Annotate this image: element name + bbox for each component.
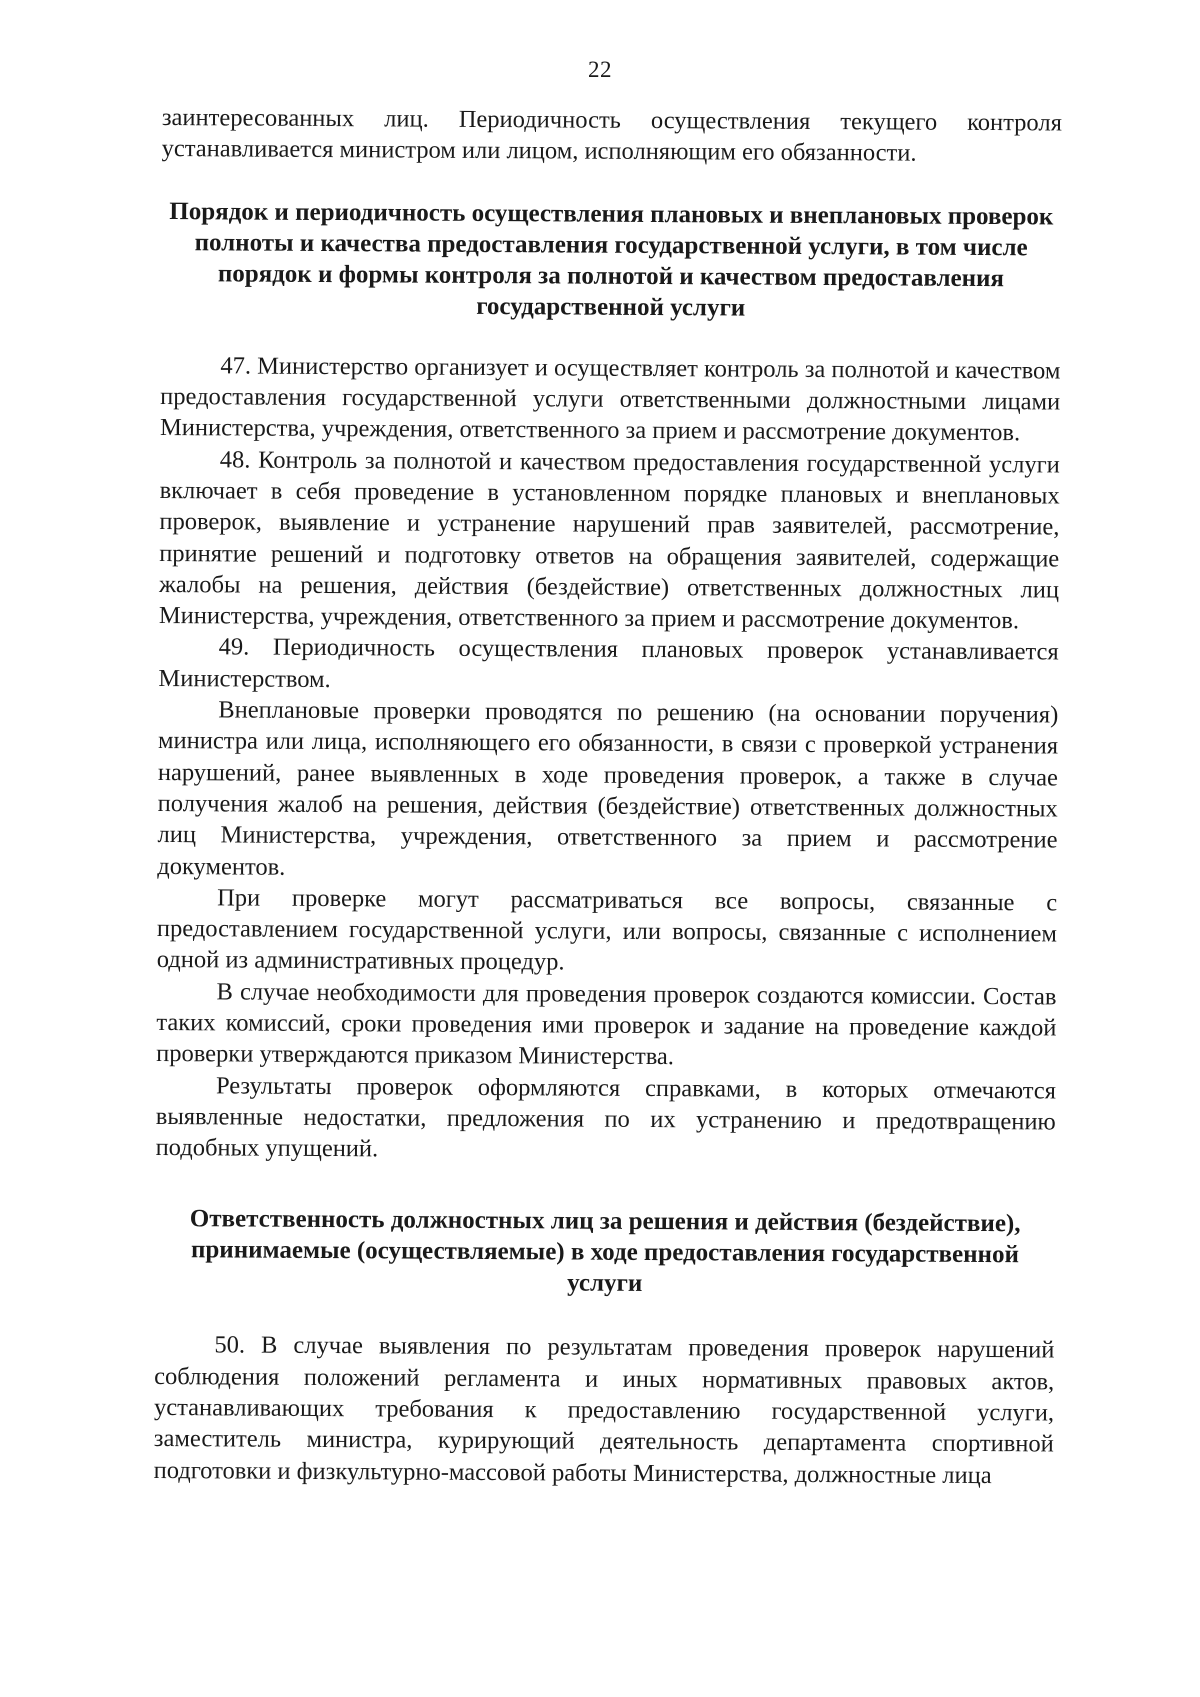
page-number: 22 — [588, 57, 612, 82]
intro-paragraph: заинтересованных лиц. Периодичность осуществления текущего контроля устанавливается министром или лицом, исполняющим его обязанности. — [161, 103, 1062, 167]
document-body — [154, 102, 1062, 1491]
paragraph-unscheduled-inspections: Внеплановые проверки проводятся по решению (на основании поручения) министра или лица, исполняющего его обязанности, в связи с проверкой устранения нарушений, ранее выявленных в ходе проведения проверок, а также в случае получения жалоб на решения, действия (бездействие) ответственных должностных лиц Министерства, учреждения, ответственного за прием и рассмотрение документов. — [157, 696, 1059, 881]
paragraph-inspection-results: Результаты проверок оформляются справками, в которых отмечаются выявленные недостатки, предложения по их устранению и предотвращению подобных упущений. — [155, 1071, 1057, 1163]
paragraph-47: 47. Министерство организует и осуществляет контроль за полнотой и качеством предоставления государственной услуги ответственными должностными лицами Министерства, учреждения, ответственного за прием и рассмотрение документов. — [159, 352, 1061, 447]
section-heading-control-procedure: Порядок и периодичность осуществления плановых и внеплановых проверок полноты и качества предоставления государственной услуги, в том числе порядок и формы контроля за полнотой и качеством предоставления государственной услуги — [169, 197, 1054, 323]
paragraph-49: 49. Периодичность осуществления плановых проверок устанавливается Министерством. — [158, 633, 1059, 693]
section-heading-responsibility: Ответственность должностных лиц за решения и действия (бездействие), принимаемые (осуществляемые) в ходе предоставления государственной услуги — [189, 1204, 1021, 1298]
paragraph-commissions: В случае необходимости для проведения проверок создаются комиссии. Состав таких комиссий, сроки проведения ими проверок и задание на проведение каждой проверки утверждаются приказом Министерства. — [156, 978, 1057, 1071]
paragraph-inspection-scope: При проверке могут рассматриваться все вопросы, связанные с предоставлением государственной услуги, или вопросы, связанные с исполнением одной из административных процедур. — [156, 884, 1058, 976]
paragraph-50: 50. В случае выявления по результатам проведения проверок нарушений соблюдения положений регламента и иных нормативных правовых актов, устанавливающих требования к предоставлению государственной услуги, заместитель министра, курирующий деятельность департамента спортивной подготовки и физкультурно-массовой работы Министерства, должностные лица — [153, 1331, 1055, 1489]
paragraph-48: 48. Контроль за полнотой и качеством предоставления государственной услуги включает в себя проведение в установленном порядке плановых и внеплановых проверок, выявление и устранение нарушений прав заявителей, рассмотрение, принятие решений и подготовку ответов на обращения заявителей, содержащие жалобы на решения, действия (бездействие) ответственных должностных лиц Министерства, учреждения, ответственного за прием и рассмотрение документов. — [158, 446, 1060, 635]
